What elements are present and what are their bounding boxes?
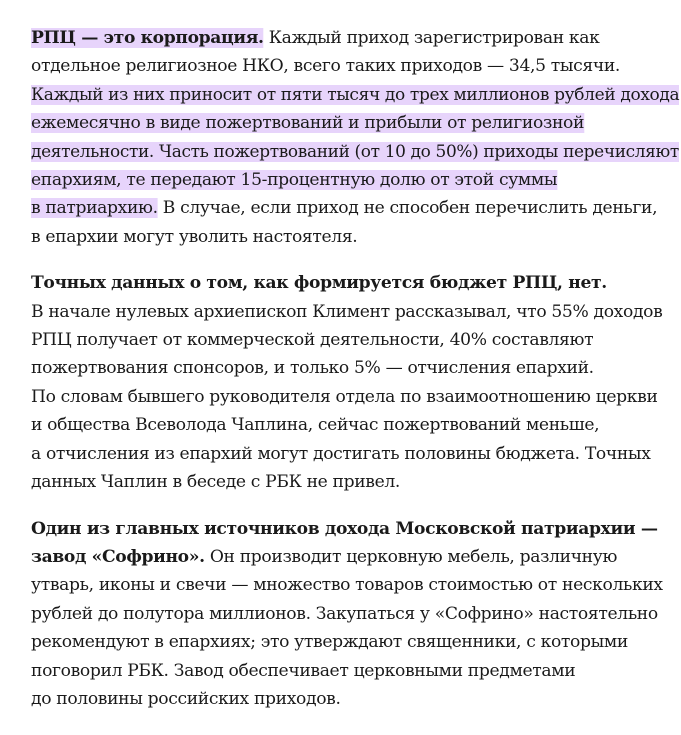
text-line	[31, 109, 679, 137]
highlighted-text: Каждый из них приносит от пяти тысяч до трех миллионов рублей дохода	[31, 84, 680, 105]
body-text: до половины российских приходов.	[31, 688, 341, 709]
paragraph-sofrino	[31, 515, 681, 714]
body-text: отдельное религиозное НКО, всего таких приходов — 34,5 тысячи.	[31, 56, 621, 77]
text-line	[31, 543, 679, 571]
body-text: утварь, иконы и свечи — множество товаров стоимостью от нескольких	[31, 575, 663, 596]
text-line	[31, 468, 679, 496]
body-text: В случае, если приход не способен перечислить деньги,	[157, 198, 658, 219]
text-line	[31, 298, 679, 326]
text-line	[31, 685, 679, 713]
bold-lead-text: Один из главных источников дохода Московской патриархии —	[31, 518, 658, 539]
body-text: По словам бывшего руководителя отдела по взаимоотношению церкви	[31, 386, 658, 407]
text-line	[31, 411, 679, 439]
body-text: рублей до полутора миллионов. Закупаться у «Софрино» настоятельно	[31, 603, 658, 624]
text-line	[31, 354, 679, 382]
text-line	[31, 383, 679, 411]
text-line	[31, 269, 679, 297]
body-text: В начале нулевых архиепископ Климент рассказывал, что 55% доходов	[31, 301, 663, 322]
highlighted-text: в патриархию.	[31, 198, 158, 219]
text-line	[31, 138, 679, 166]
highlighted-text: РПЦ — это корпорация.	[31, 28, 264, 48]
body-text: данных Чаплин в беседе с РБК не привел.	[31, 472, 401, 493]
text-line	[31, 600, 679, 628]
text-line	[31, 440, 679, 468]
text-line	[31, 223, 679, 251]
paragraph-corporation	[31, 24, 681, 251]
text-line	[31, 24, 679, 52]
paragraph-budget	[31, 269, 681, 496]
bold-lead-text: завод «Софрино».	[31, 546, 205, 567]
body-text: в епархии могут уволить настоятеля.	[31, 226, 358, 247]
body-text: пожертвования спонсоров, и только 5% — отчисления епархий.	[31, 358, 594, 379]
body-text: и общества Всеволода Чаплина, сейчас пожертвований меньше,	[31, 415, 600, 436]
text-line	[31, 166, 679, 194]
body-text: а отчисления из епархий могут достигать половины бюджета. Точных	[31, 443, 651, 464]
article-body	[31, 24, 681, 731]
highlighted-text: епархиям, те передают 15-процентную долю от этой суммы	[31, 170, 558, 191]
highlighted-text: ежемесячно в виде пожертвований и прибыли от религиозной	[31, 113, 585, 134]
text-line	[31, 657, 679, 685]
body-text: Каждый приход зарегистрирован как	[263, 28, 600, 48]
text-line	[31, 194, 679, 222]
text-line	[31, 52, 679, 80]
text-line	[31, 515, 679, 543]
body-text: поговорил РБК. Завод обеспечивает церковными предметами	[31, 660, 576, 681]
body-text: рекомендуют в епархиях; это утверждают священники, с которыми	[31, 632, 628, 653]
text-line	[31, 571, 679, 599]
bold-lead-text: Точных данных о том, как формируется бюджет РПЦ, нет.	[31, 273, 607, 294]
text-line	[31, 81, 680, 109]
body-text: Он производит церковную мебель, различную	[204, 546, 618, 567]
highlighted-text: деятельности. Часть пожертвований (от 10 до 50%) приходы перечисляют	[31, 141, 679, 162]
text-line	[31, 326, 679, 354]
body-text: РПЦ получает от коммерческой деятельности, 40% составляют	[31, 330, 594, 351]
text-line	[31, 628, 679, 656]
